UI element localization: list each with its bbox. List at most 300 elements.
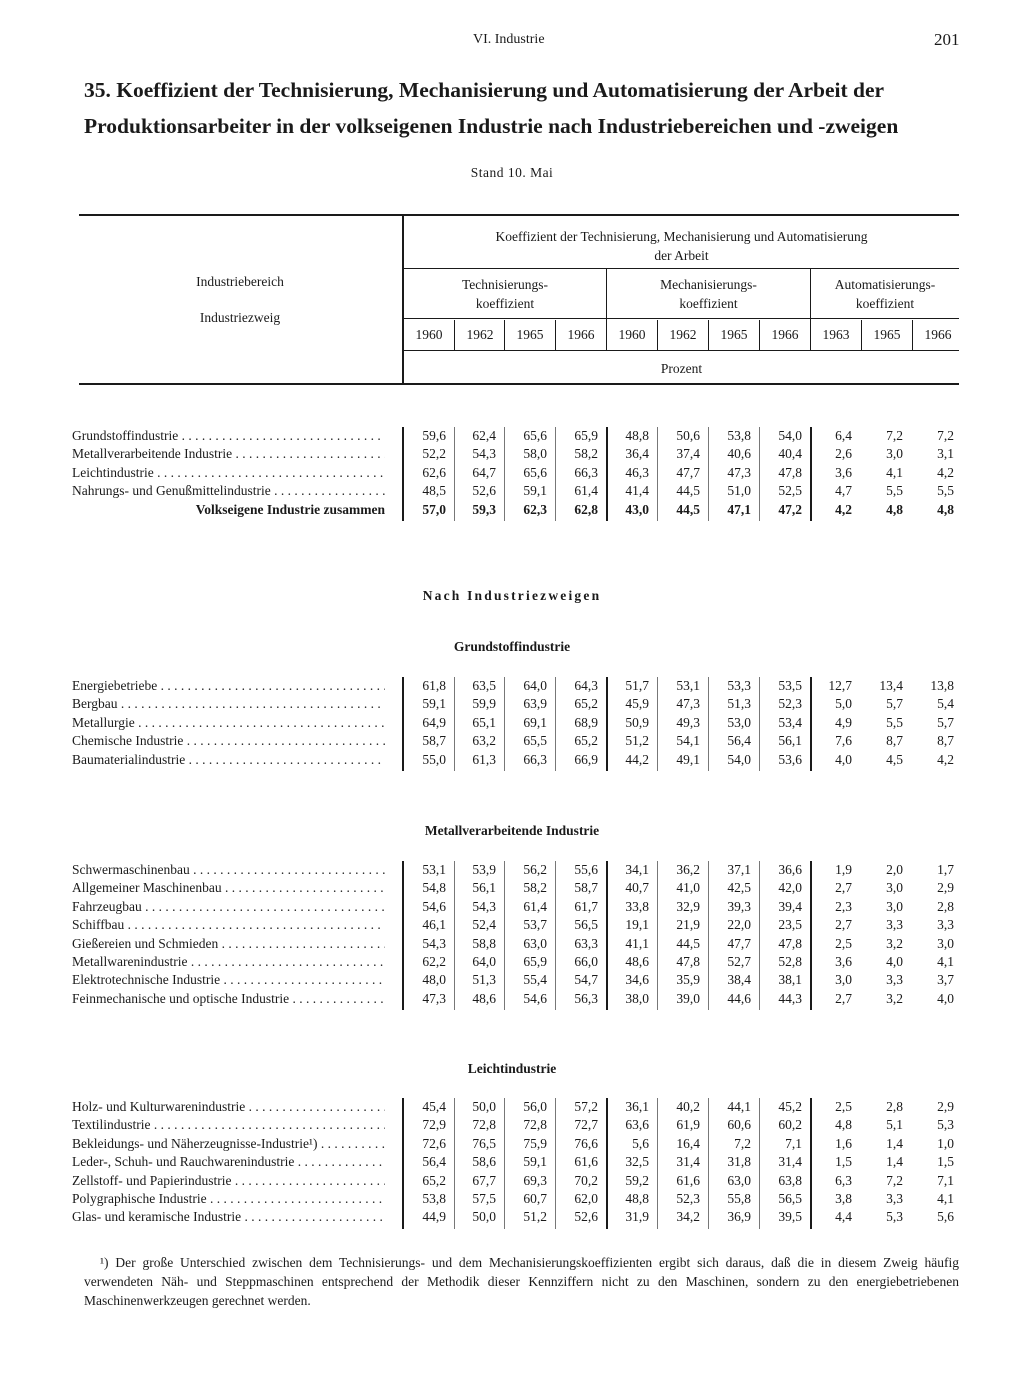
- cell-value: 5,3: [886, 1209, 903, 1225]
- cell-value: 45,4: [422, 1099, 446, 1114]
- cell-value: 2,0: [886, 862, 903, 877]
- cell-value: 1,5: [937, 1154, 954, 1170]
- cell-value: 1,9: [835, 862, 852, 877]
- cell-value: 4,2: [835, 501, 852, 517]
- cell-value: 2,6: [835, 446, 852, 462]
- cell-value: 44,9: [422, 1209, 446, 1225]
- cell-value: 68,9: [574, 714, 598, 730]
- cell-value: 33,8: [625, 898, 649, 914]
- cell-value: 34,2: [676, 1209, 700, 1225]
- cell-value: 4,8: [886, 501, 903, 517]
- cell-value: 4,2: [937, 464, 954, 480]
- year-header: 1965: [516, 327, 544, 342]
- row-label: Grundstoffindustrie . . .: [72, 428, 385, 444]
- cell-value: 7,2: [734, 1135, 751, 1151]
- stub-header-bereich: Industriebereich: [196, 274, 284, 289]
- table-row: [0, 899, 1024, 917]
- cell-value: 36,2: [676, 862, 700, 877]
- column-separator: [555, 861, 556, 1010]
- cell-value: 76,5: [472, 1135, 496, 1151]
- cell-value: 7,2: [886, 428, 903, 443]
- cell-value: 62,2: [422, 954, 446, 969]
- cell-value: 54,3: [422, 935, 446, 951]
- group-header-line-1: Technisierungs-: [461, 277, 549, 292]
- cell-value: 43,0: [625, 501, 649, 517]
- column-separator: [454, 1098, 455, 1229]
- column-separator: [708, 861, 709, 1010]
- table-row: [0, 917, 1024, 935]
- cell-value: 65,2: [574, 696, 598, 712]
- cell-value: 5,6: [937, 1209, 954, 1225]
- cell-value: 41,1: [625, 935, 649, 951]
- cell-value: 57,5: [472, 1191, 496, 1206]
- cell-value: 52,3: [676, 1191, 700, 1206]
- cell-value: 32,9: [676, 898, 700, 914]
- table-title-line-2: Produktionsarbeiter in der volkseigenen Industrie nach Industriebereichen und -zweigen: [84, 114, 899, 138]
- cell-value: 4,4: [835, 1209, 852, 1225]
- row-label: Textilindustrie . . .: [72, 1117, 385, 1133]
- column-separator: [555, 427, 556, 521]
- cell-value: 59,3: [472, 501, 496, 517]
- column-separator: [657, 677, 658, 771]
- cell-value: 3,6: [835, 464, 852, 480]
- column-separator: [708, 1098, 709, 1229]
- cell-value: 5,0: [835, 696, 852, 712]
- column-separator: [454, 861, 455, 1010]
- row-label: Leichtindustrie . . .: [72, 465, 385, 481]
- cell-value: 3,2: [886, 935, 903, 951]
- cell-value: 56,1: [472, 880, 496, 896]
- cell-value: 16,4: [676, 1135, 700, 1151]
- cell-value: 36,6: [778, 862, 802, 877]
- cell-value: 5,1: [886, 1117, 903, 1133]
- cell-value: 37,1: [727, 862, 751, 877]
- cell-value: 38,0: [625, 990, 649, 1006]
- row-label: Chemische Industrie . . .: [72, 733, 385, 749]
- cell-value: 72,7: [574, 1117, 598, 1133]
- cell-value: 5,5: [886, 714, 903, 730]
- cell-value: 57,2: [574, 1099, 598, 1114]
- table-title: [84, 72, 964, 144]
- cell-value: 31,4: [676, 1154, 700, 1170]
- cell-value: 52,5: [778, 483, 802, 499]
- cell-value: 52,4: [472, 917, 496, 933]
- cell-value: 56,0: [523, 1099, 547, 1114]
- column-separator: [759, 427, 760, 521]
- row-label: Energiebetriebe . . .: [72, 678, 385, 694]
- cell-value: 57,0: [422, 501, 446, 517]
- column-separator: [504, 677, 505, 771]
- cell-value: 13,8: [930, 678, 954, 693]
- cell-value: 42,5: [727, 880, 751, 896]
- cell-value: 2,7: [835, 990, 852, 1006]
- cell-value: 69,1: [523, 714, 547, 730]
- cell-value: 2,7: [835, 880, 852, 896]
- year-header: 1965: [873, 327, 901, 342]
- cell-value: 65,5: [523, 733, 547, 749]
- cell-value: 1,4: [886, 1154, 903, 1170]
- cell-value: 63,5: [472, 678, 496, 693]
- cell-value: 39,4: [778, 898, 802, 914]
- cell-value: 53,0: [727, 714, 751, 730]
- running-head: [0, 32, 1024, 52]
- table-row: [0, 954, 1024, 972]
- row-label: Polygraphische Industrie . . .: [72, 1191, 385, 1207]
- cell-value: 69,3: [523, 1172, 547, 1188]
- cell-value: 1,5: [835, 1154, 852, 1170]
- group-header-automatisierung: [811, 275, 959, 313]
- cell-value: 39,5: [778, 1209, 802, 1225]
- cell-value: 60,7: [523, 1191, 547, 1206]
- cell-value: 51,3: [727, 696, 751, 712]
- cell-value: 3,1: [937, 446, 954, 462]
- cell-value: 61,8: [422, 678, 446, 693]
- cell-value: 4,8: [835, 1117, 852, 1133]
- cell-value: 3,0: [886, 880, 903, 896]
- cell-value: 52,2: [422, 446, 446, 462]
- table-row: [0, 880, 1024, 898]
- cell-value: 53,4: [778, 714, 802, 730]
- cell-value: 65,9: [574, 428, 598, 443]
- column-separator: [657, 1098, 658, 1229]
- column-separator: [759, 677, 760, 771]
- cell-value: 38,4: [727, 972, 751, 988]
- column-separator: [606, 677, 608, 771]
- cell-value: 64,9: [422, 714, 446, 730]
- table-row: [0, 678, 1024, 696]
- unit-label: Prozent: [660, 361, 703, 376]
- table-row: [0, 991, 1024, 1009]
- column-separator: [810, 677, 812, 771]
- cell-value: 2,3: [835, 898, 852, 914]
- cell-value: 58,2: [574, 446, 598, 462]
- cell-value: 47,3: [676, 696, 700, 712]
- cell-value: 50,0: [472, 1099, 496, 1114]
- cell-value: 47,3: [422, 990, 446, 1006]
- cell-value: 52,7: [727, 954, 751, 969]
- cell-value: 2,7: [835, 917, 852, 933]
- cell-value: 65,1: [472, 714, 496, 730]
- cell-value: 36,1: [625, 1099, 649, 1114]
- cell-value: 70,2: [574, 1172, 598, 1188]
- row-label: Glas- und keramische Industrie . . .: [72, 1209, 385, 1225]
- cell-value: 38,1: [778, 972, 802, 988]
- column-separator: [454, 677, 455, 771]
- cell-value: 52,6: [472, 483, 496, 499]
- cell-value: 59,6: [422, 428, 446, 443]
- table-row: [0, 862, 1024, 880]
- cell-value: 7,1: [937, 1172, 954, 1188]
- cell-value: 39,0: [676, 990, 700, 1006]
- cell-value: 50,0: [472, 1209, 496, 1225]
- cell-value: 52,6: [574, 1209, 598, 1225]
- cell-value: 64,3: [574, 678, 598, 693]
- column-separator: [402, 861, 404, 1010]
- column-separator: [810, 861, 812, 1010]
- section-title: VI. Industrie: [473, 32, 545, 47]
- cell-value: 45,9: [625, 696, 649, 712]
- cell-value: 66,0: [574, 954, 598, 969]
- cell-value: 48,0: [422, 972, 446, 988]
- cell-value: 4,9: [835, 714, 852, 730]
- cell-value: 40,4: [778, 446, 802, 462]
- cell-value: 45,2: [778, 1099, 802, 1114]
- cell-value: 61,7: [574, 898, 598, 914]
- cell-value: 56,2: [523, 862, 547, 877]
- cell-value: 3,0: [937, 935, 954, 951]
- cell-value: 56,4: [727, 733, 751, 749]
- cell-value: 13,4: [879, 678, 903, 693]
- cell-value: 12,7: [828, 678, 852, 693]
- super-header-rule: [404, 268, 959, 269]
- cell-value: 47,7: [676, 464, 700, 480]
- cell-value: 4,8: [937, 501, 954, 517]
- table-row: [0, 502, 1024, 520]
- cell-value: 60,6: [727, 1117, 751, 1133]
- column-separator: [504, 861, 505, 1010]
- cell-value: 31,9: [625, 1209, 649, 1225]
- cell-value: 63,6: [625, 1117, 649, 1133]
- cell-value: 56,5: [778, 1191, 802, 1206]
- cell-value: 62,6: [422, 464, 446, 480]
- table-row: [0, 696, 1024, 714]
- table-row: [0, 446, 1024, 464]
- cell-value: 2,8: [937, 898, 954, 914]
- cell-value: 65,2: [422, 1172, 446, 1188]
- cell-value: 75,9: [523, 1135, 547, 1151]
- year-header: 1962: [669, 327, 697, 342]
- cell-value: 59,1: [523, 1154, 547, 1170]
- cell-value: 61,4: [574, 483, 598, 499]
- column-separator: [810, 427, 812, 521]
- cell-value: 7,2: [937, 428, 954, 443]
- cell-value: 44,5: [676, 501, 700, 517]
- cell-value: 56,5: [574, 917, 598, 933]
- cell-value: 59,2: [625, 1172, 649, 1188]
- cell-value: 62,3: [523, 501, 547, 517]
- cell-value: 49,3: [676, 714, 700, 730]
- cell-value: 7,2: [886, 1172, 903, 1188]
- cell-value: 53,7: [523, 917, 547, 933]
- cell-value: 37,4: [676, 446, 700, 462]
- cell-value: 55,0: [422, 751, 446, 767]
- cell-value: 63,8: [778, 1172, 802, 1188]
- row-label: Holz- und Kulturwarenindustrie . . .: [72, 1099, 385, 1115]
- cell-value: 62,8: [574, 501, 598, 517]
- table-row: [0, 1117, 1024, 1135]
- column-separator: [504, 1098, 505, 1229]
- page-number: 201: [934, 30, 960, 49]
- cell-value: 44,5: [676, 935, 700, 951]
- cell-value: 44,3: [778, 990, 802, 1006]
- section-heading-grundstoff: Grundstoffindustrie: [453, 639, 571, 654]
- cell-value: 1,6: [835, 1135, 852, 1151]
- cell-value: 48,6: [625, 954, 649, 969]
- cell-value: 65,6: [523, 428, 547, 443]
- cell-value: 5,7: [886, 696, 903, 712]
- row-label: Volkseigene Industrie zusammen: [195, 501, 385, 517]
- row-label: Baumaterialindustrie . . .: [72, 752, 385, 768]
- cell-value: 47,8: [676, 954, 700, 969]
- cell-value: 61,9: [676, 1117, 700, 1133]
- column-separator: [555, 1098, 556, 1229]
- row-label: Feinmechanische und optische Industrie . . .: [72, 991, 385, 1007]
- cell-value: 64,0: [472, 954, 496, 969]
- cell-value: 8,7: [937, 733, 954, 749]
- column-separator: [402, 1098, 404, 1229]
- cell-value: 63,3: [574, 935, 598, 951]
- cell-value: 21,9: [676, 917, 700, 933]
- section-heading-leicht: Leichtindustrie: [467, 1061, 557, 1076]
- cell-value: 3,3: [886, 1191, 903, 1206]
- column-separator: [606, 861, 608, 1010]
- column-separator: [810, 1098, 812, 1229]
- stub-header-zweig: Industriezweig: [199, 310, 281, 325]
- row-label: Metallwarenindustrie . . .: [72, 954, 385, 970]
- row-label: Nahrungs- und Genußmittelindustrie . . .: [72, 483, 385, 499]
- cell-value: 59,9: [472, 696, 496, 712]
- cell-value: 35,9: [676, 972, 700, 988]
- cell-value: 48,5: [422, 483, 446, 499]
- cell-value: 50,9: [625, 714, 649, 730]
- cell-value: 47,8: [778, 935, 802, 951]
- year-header: 1963: [822, 327, 850, 342]
- cell-value: 2,8: [886, 1099, 903, 1114]
- cell-value: 54,6: [422, 898, 446, 914]
- cell-value: 4,1: [886, 464, 903, 480]
- table-row: [0, 483, 1024, 501]
- cell-value: 2,5: [835, 1099, 852, 1114]
- cell-value: 54,0: [727, 751, 751, 767]
- table-row: [0, 1136, 1024, 1154]
- cell-value: 47,8: [778, 464, 802, 480]
- cell-value: 52,8: [778, 954, 802, 969]
- cell-value: 51,2: [523, 1209, 547, 1225]
- cell-value: 36,4: [625, 446, 649, 462]
- table-title-line-1: 35. Koeffizient der Technisierung, Mechanisierung und Automatisierung der Arbeit der: [84, 78, 885, 102]
- cell-value: 3,2: [886, 990, 903, 1006]
- cell-value: 65,2: [574, 733, 598, 749]
- cell-value: 61,6: [676, 1172, 700, 1188]
- row-label: Leder-, Schuh- und Rauchwarenindustrie . . .: [72, 1154, 385, 1170]
- cell-value: 4,1: [937, 954, 954, 969]
- cell-value: 53,8: [727, 428, 751, 443]
- cell-value: 46,1: [422, 917, 446, 933]
- column-separator: [708, 427, 709, 521]
- cell-value: 3,3: [886, 972, 903, 988]
- cell-value: 47,1: [727, 501, 751, 517]
- table-row: [0, 1209, 1024, 1227]
- cell-value: 40,6: [727, 446, 751, 462]
- cell-value: 54,3: [472, 446, 496, 462]
- cell-value: 53,1: [422, 862, 446, 877]
- cell-value: 4,0: [937, 990, 954, 1006]
- reference-date: Stand 10. Mai: [470, 165, 554, 180]
- cell-value: 7,6: [835, 733, 852, 749]
- cell-value: 61,4: [523, 898, 547, 914]
- header-top-rule: [79, 214, 959, 216]
- cell-value: 1,0: [937, 1135, 954, 1151]
- column-separator: [759, 861, 760, 1010]
- cell-value: 47,7: [727, 935, 751, 951]
- row-label: Zellstoff- und Papierindustrie . . .: [72, 1173, 385, 1189]
- cell-value: 62,0: [574, 1191, 598, 1206]
- cell-value: 1,4: [886, 1135, 903, 1151]
- cell-value: 22,0: [727, 917, 751, 933]
- year-header: 1965: [720, 327, 748, 342]
- row-label: Metallverarbeitende Industrie . . .: [72, 446, 385, 462]
- column-separator: [402, 677, 404, 771]
- cell-value: 56,4: [422, 1154, 446, 1170]
- table-row: [0, 972, 1024, 990]
- cell-value: 41,0: [676, 880, 700, 896]
- cell-value: 4,1: [937, 1191, 954, 1206]
- cell-value: 53,6: [778, 751, 802, 767]
- cell-value: 7,1: [785, 1135, 802, 1151]
- cell-value: 61,3: [472, 751, 496, 767]
- super-header: [404, 227, 959, 265]
- cell-value: 58,0: [523, 446, 547, 462]
- cell-value: 4,2: [937, 751, 954, 767]
- table-row: [0, 428, 1024, 446]
- cell-value: 61,6: [574, 1154, 598, 1170]
- column-separator: [708, 677, 709, 771]
- row-label: Fahrzeugbau . . .: [72, 899, 385, 915]
- cell-value: 2,5: [835, 935, 852, 951]
- year-header: 1966: [924, 327, 952, 342]
- table-row: [0, 733, 1024, 751]
- cell-value: 5,7: [937, 714, 954, 730]
- cell-value: 42,0: [778, 880, 802, 896]
- cell-value: 48,8: [625, 428, 649, 443]
- cell-value: 54,1: [676, 733, 700, 749]
- table-row: [0, 752, 1024, 770]
- cell-value: 3,0: [886, 898, 903, 914]
- header-bottom-rule: [79, 383, 959, 385]
- cell-value: 72,8: [523, 1117, 547, 1133]
- cell-value: 49,1: [676, 751, 700, 767]
- column-separator: [759, 1098, 760, 1229]
- cell-value: 53,8: [422, 1191, 446, 1206]
- cell-value: 41,4: [625, 483, 649, 499]
- cell-value: 53,1: [676, 678, 700, 693]
- table-row: [0, 1191, 1024, 1209]
- cell-value: 72,8: [472, 1117, 496, 1133]
- group-header-rule: [404, 318, 959, 319]
- table-row: [0, 1154, 1024, 1172]
- cell-value: 56,3: [574, 990, 598, 1006]
- cell-value: 40,2: [676, 1099, 700, 1114]
- cell-value: 44,2: [625, 751, 649, 767]
- cell-value: 3,0: [835, 972, 852, 988]
- cell-value: 34,6: [625, 972, 649, 988]
- table-row: [0, 936, 1024, 954]
- cell-value: 58,7: [422, 733, 446, 749]
- cell-value: 60,2: [778, 1117, 802, 1133]
- cell-value: 64,7: [472, 464, 496, 480]
- cell-value: 48,6: [472, 990, 496, 1006]
- cell-value: 54,0: [778, 428, 802, 443]
- group-header-mechanisierung: [607, 275, 810, 313]
- cell-value: 44,1: [727, 1099, 751, 1114]
- column-separator: [606, 1098, 608, 1229]
- super-header-line-2: der Arbeit: [654, 248, 709, 263]
- cell-value: 55,6: [574, 862, 598, 877]
- cell-value: 4,5: [886, 751, 903, 767]
- cell-value: 5,5: [886, 483, 903, 499]
- cell-value: 63,2: [472, 733, 496, 749]
- row-label: Schwermaschinenbau . . .: [72, 862, 385, 878]
